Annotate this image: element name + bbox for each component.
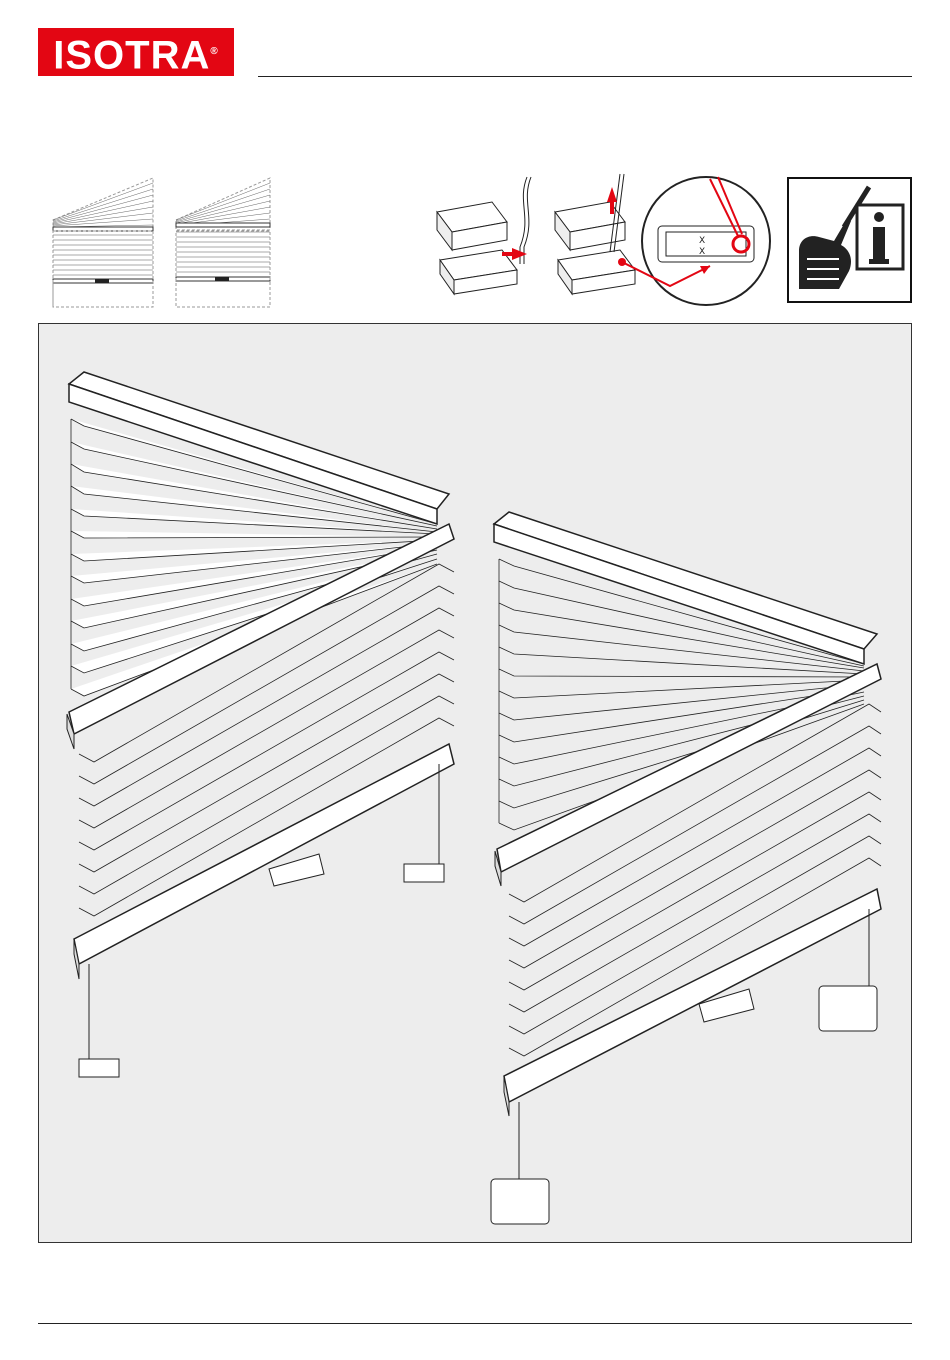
header-divider (258, 76, 912, 77)
hand-with-screwdriver-info-icon (787, 177, 912, 303)
isotra-logo (38, 28, 234, 76)
detail-mark-2: X (699, 247, 706, 257)
right-blind-illustration (491, 512, 881, 1224)
cord-lock-parts-1 (432, 172, 542, 302)
magnified-detail (600, 174, 775, 309)
logo-text: ISOTRA® (53, 33, 219, 78)
blind-thumbnail-1 (50, 175, 155, 310)
detail-mark-1: X (699, 236, 706, 246)
left-blind-illustration (67, 372, 454, 1077)
blind-thumbnail-2 (173, 175, 273, 310)
footer-divider (38, 1323, 912, 1324)
main-illustration-panel (38, 323, 912, 1243)
